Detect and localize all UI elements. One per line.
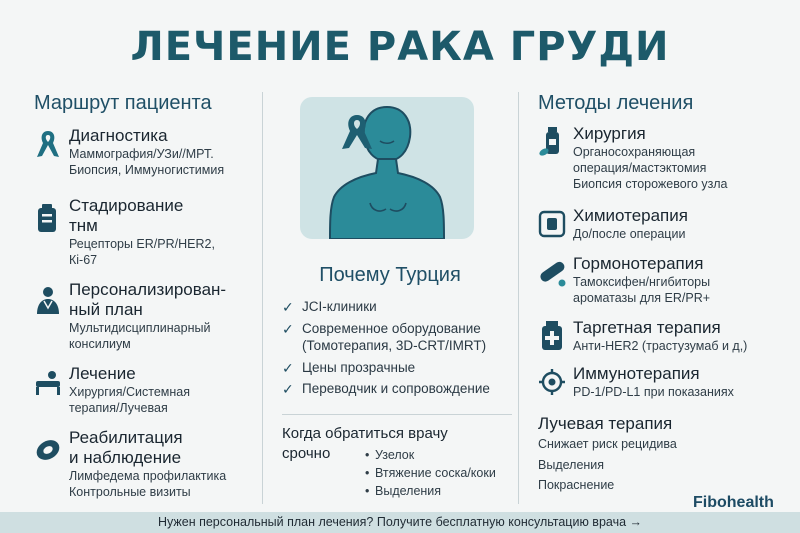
route-item-desc-line: терапия/Лучевая (69, 401, 168, 415)
method-title: Хирургия (573, 124, 646, 143)
medical-vial-icon (538, 320, 566, 352)
check-icon: ✓ (282, 381, 294, 397)
symptom-item: • Узелок (365, 446, 520, 464)
medicine-bottle-icon (538, 126, 566, 158)
route-item-title: Стадирование (69, 196, 184, 215)
method-title: Таргетная терапия (573, 318, 721, 337)
method-desc-line: ароматазы для ER/PR+ (573, 291, 711, 305)
consultation-cta-banner[interactable]: Нужен персональный план лечения? Получите бесплатную консультацию врача → (0, 512, 800, 533)
patient-route-list (34, 126, 259, 500)
route-item-title: Реабилитация (69, 428, 183, 447)
route-item-personal-plan (34, 280, 259, 352)
route-item-desc-line: Кi-67 (69, 253, 98, 267)
method-desc-line: Выделения (538, 457, 605, 472)
urgent-visit-title: Когда обратиться врачу срочно (282, 425, 448, 462)
brand-logo: Fibohealth (693, 494, 774, 511)
route-item-desc-line: Хирургия/Системная (69, 385, 190, 399)
route-item-title: тнм (69, 216, 98, 235)
why-turkey-title: Почему Турция (319, 264, 461, 286)
method-desc-line: Покраснение (538, 478, 615, 492)
method-desc-line: Тамоксифен/нгибиторы (573, 275, 711, 289)
divider-left (262, 92, 263, 504)
bandage-icon (34, 434, 62, 466)
route-item-desc-line: Рецепторы ER/PR/HER2, (69, 237, 215, 251)
method-radiation (538, 414, 788, 496)
method-targeted-therapy (538, 318, 788, 354)
method-title: Иммунотерапия (573, 364, 700, 383)
method-chemotherapy (538, 206, 788, 242)
route-item-title: Диагностика (69, 126, 168, 145)
route-item-desc-line: Контрольные визиты (69, 485, 191, 499)
route-item-desc-line: Лимфедема профилактика (69, 469, 227, 483)
route-item-desc-line: Биопсия, Иммуногистимия (69, 163, 225, 177)
route-item-diagnostics (34, 126, 259, 178)
why-turkey-item: ✓ Переводчик и сопровождение (282, 381, 490, 397)
check-icon: ✓ (282, 359, 294, 376)
route-item-title: и наблюдение (69, 448, 182, 467)
method-title: Гормонотерапия (573, 254, 704, 273)
urgent-symptoms-list (365, 446, 520, 500)
page-title: ЛЕЧЕНИЕ РАКА ГРУДИ (130, 24, 670, 70)
treatment-methods-list (538, 124, 788, 496)
divider-right (518, 92, 519, 504)
patient-illustration (300, 97, 474, 239)
why-turkey-item: ✓ Современное оборудование (Томотерапия, 3D-CRT/IMRT) (282, 320, 487, 353)
why-turkey-item: ✓ JCI-клиники (282, 299, 377, 315)
pill-icon (538, 256, 566, 288)
method-surgery (538, 124, 788, 192)
check-icon: ✓ (282, 299, 294, 315)
route-item-desc-line: Маммография/УЗи//МРТ. (69, 147, 214, 161)
check-icon: ✓ (282, 320, 294, 337)
route-item-desc-line: Мультидисциплинарный (69, 321, 211, 335)
route-item-treatment (34, 364, 259, 416)
method-desc-line: операция/мастэктомия (573, 161, 707, 175)
patient-route-heading: Маршрут пациента (34, 92, 212, 114)
route-item-title: Персонализирован- (69, 280, 227, 299)
clipboard-icon (34, 202, 62, 234)
method-desc-line: Органосохраняющая (573, 145, 696, 159)
why-turkey-item: ✓ Цены прозрачные (282, 359, 416, 376)
method-desc-line: Биопсия сторожевого узла (573, 177, 728, 191)
symptom-item: • Выделения (365, 482, 520, 500)
method-title: Лучевая терапия (538, 414, 673, 433)
iv-bag-icon (538, 208, 566, 240)
woman-silhouette-icon (300, 97, 474, 239)
route-item-rehab (34, 428, 259, 500)
route-item-staging (34, 196, 259, 268)
method-desc-line: Снижает риск рецидива (538, 437, 677, 451)
why-turkey-list (282, 298, 514, 402)
center-divider (282, 414, 512, 415)
doctor-icon (34, 284, 62, 316)
method-immunotherapy (538, 364, 788, 400)
route-item-desc-line: консилиум (69, 337, 131, 351)
ribbon-icon (34, 128, 62, 160)
method-desc-line: До/после операции (573, 227, 686, 241)
treatment-methods-heading: Методы лечения (538, 92, 694, 114)
method-desc-line: PD-1/PD-L1 при показаниях (573, 385, 734, 399)
symptom-item: • Втяжение соска/коки (365, 464, 520, 482)
method-hormone-therapy (538, 254, 788, 306)
route-item-title: ный план (69, 300, 143, 319)
method-title: Химиотерапия (573, 206, 688, 225)
patient-bed-icon (34, 366, 62, 398)
method-desc-line: Анти-HER2 (трастузумаб и д,) (573, 339, 748, 353)
route-item-title: Лечение (69, 364, 136, 383)
immune-cell-icon (538, 366, 566, 398)
